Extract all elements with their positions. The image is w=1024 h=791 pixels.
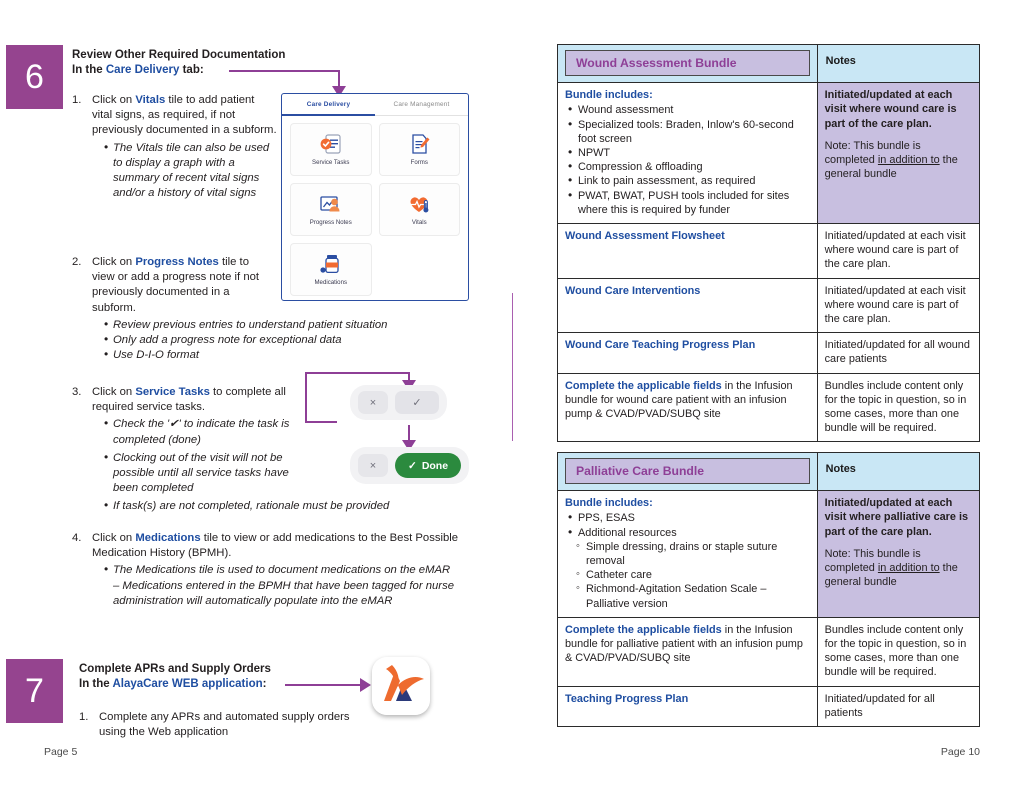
app-tab-bar bbox=[282, 94, 468, 116]
step-7-heading bbox=[79, 662, 379, 692]
step-7-title: Complete APRs and Supply Orders bbox=[79, 663, 271, 675]
list-item: • Compression & offloading bbox=[567, 160, 810, 174]
medications-link[interactable]: Medications bbox=[135, 532, 201, 544]
list-item: • The Vitals tile can also be used to display a graph with a summary of recent vital signs and/or a history of vital signs bbox=[104, 141, 277, 202]
wound-bundle-header-cell bbox=[558, 45, 818, 83]
task-reject-button[interactable]: × bbox=[358, 391, 388, 414]
page-number-right: Page 10 bbox=[940, 746, 980, 758]
item-7-1-number: 1. bbox=[79, 711, 89, 723]
palliative-bundle-note-cell bbox=[817, 491, 979, 618]
note-extra-pre: Note: This bundle is completed bbox=[824, 139, 921, 167]
list-item: • The Medications tile is used to document medications on the eMAR – Medications entered in the BPMH that have been tagged for nurse administration will automatically populate into the eMAR bbox=[104, 563, 454, 609]
service-tasks-link[interactable]: Service Tasks bbox=[135, 386, 210, 398]
note-extra-underline: in addition to bbox=[877, 562, 940, 575]
arrow-alayacare-line bbox=[285, 684, 362, 686]
step-7-badge: 7 bbox=[6, 659, 63, 723]
list-item: • PWAT, BWAT, PUSH tools included for sites where this is required by funder bbox=[567, 189, 810, 217]
tile-label: Vitals bbox=[411, 219, 427, 226]
item-2-body bbox=[92, 255, 272, 316]
table-row bbox=[558, 333, 980, 373]
step-6-subtitle-prefix: In the bbox=[72, 64, 106, 76]
chart-person-icon bbox=[318, 193, 344, 215]
wound-flowsheet-note: Initiated/updated at each visit where wound care is part of the care plan. bbox=[817, 224, 979, 279]
list-item: • Use D-I-O format bbox=[104, 348, 492, 363]
alayacare-logo bbox=[372, 657, 430, 715]
wound-assessment-bundle-table bbox=[557, 44, 980, 442]
wound-flowsheet-cell bbox=[558, 224, 818, 279]
item-4-body bbox=[92, 531, 492, 609]
item-3-number: 3. bbox=[72, 386, 82, 398]
wound-infusion-note: Bundles include content only for the topic in question, so in some cases, more than one bundle will be required. bbox=[817, 373, 979, 442]
heart-thermometer-icon bbox=[406, 193, 432, 215]
check-icon: ✓ bbox=[408, 459, 417, 472]
step-7-subtitle-suffix: : bbox=[262, 678, 267, 690]
bundle-includes-title: Bundle includes: bbox=[565, 497, 653, 510]
list-item: ◦ Simple dressing, drains or staple suture removal bbox=[575, 540, 810, 568]
item-1-sublist bbox=[92, 141, 277, 202]
table-row bbox=[558, 373, 980, 442]
list-item: • Link to pain assessment, as required bbox=[567, 174, 810, 188]
list-item: • Additional resources bbox=[567, 526, 810, 540]
progress-notes-link[interactable]: Progress Notes bbox=[135, 256, 219, 268]
care-delivery-app-panel bbox=[281, 93, 469, 301]
app-tile-grid bbox=[282, 116, 468, 303]
bundle-includes-title: Bundle includes: bbox=[565, 89, 653, 102]
row-title-bold: Complete the applicable fields bbox=[565, 623, 722, 636]
table-row bbox=[558, 686, 980, 726]
item-3-text-a: Click on bbox=[92, 386, 136, 398]
row-title: Wound Care Teaching Progress Plan bbox=[565, 339, 756, 352]
arrow-care-delivery-horizontal bbox=[229, 70, 340, 72]
palliative-bundle-title-chip: Palliative Care Bundle bbox=[565, 458, 810, 484]
item-4-text-a: Click on bbox=[92, 532, 136, 544]
service-task-buttons-done bbox=[350, 447, 469, 484]
wound-teaching-plan-note: Initiated/updated for all wound care patients bbox=[817, 333, 979, 373]
list-item: • Only add a progress note for exceptional data bbox=[104, 333, 492, 348]
item-4-number: 4. bbox=[72, 532, 82, 544]
table-header-row bbox=[558, 45, 980, 83]
note-extra-post: the general bundle bbox=[824, 562, 958, 589]
palliative-teaching-plan-cell bbox=[558, 686, 818, 726]
row-title-bold: Complete the applicable fields bbox=[565, 379, 722, 392]
tile-progress-notes[interactable] bbox=[290, 183, 372, 236]
wound-interventions-cell bbox=[558, 278, 818, 333]
item-7-1-body: Complete any APRs and automated supply orders using the Web application bbox=[99, 711, 350, 739]
wound-notes-header: Notes bbox=[817, 45, 979, 83]
bundle-includes-list bbox=[565, 511, 810, 539]
wound-bundle-title-chip: Wound Assessment Bundle bbox=[565, 50, 810, 76]
arrow-service-task-vertical bbox=[305, 372, 307, 423]
arrow-service-task-horizontal-low bbox=[307, 421, 337, 423]
list-item bbox=[72, 93, 277, 201]
page-number-left: Page 5 bbox=[44, 746, 78, 758]
table-row bbox=[558, 224, 980, 279]
pill-bottle-icon bbox=[318, 253, 344, 275]
item-2-sublist bbox=[92, 318, 492, 364]
item-2-number: 2. bbox=[72, 256, 82, 268]
table-row bbox=[558, 491, 980, 618]
list-item: • PPS, ESAS bbox=[567, 511, 810, 525]
center-divider bbox=[512, 293, 513, 441]
tile-medications[interactable] bbox=[290, 243, 372, 296]
bundle-includes-list bbox=[565, 103, 810, 217]
item-3-text-b: to complete all required service tasks. bbox=[92, 386, 286, 414]
palliative-infusion-cell bbox=[558, 617, 818, 686]
list-item bbox=[72, 385, 390, 515]
note-bold-text: Initiated/updated at each visit where palliative care is part of the care plan. bbox=[824, 497, 969, 538]
item-3-sublist bbox=[92, 417, 390, 514]
wound-teaching-plan-cell bbox=[558, 333, 818, 373]
list-item: • Specialized tools: Braden, Inlow's 60-second foot screen bbox=[567, 118, 810, 146]
palliative-notes-header: Notes bbox=[817, 453, 979, 491]
palliative-bundle-includes-cell bbox=[558, 491, 818, 618]
note-extra-underline: in addition to bbox=[877, 154, 940, 167]
item-1-text-a: Click on bbox=[92, 94, 136, 106]
care-delivery-link[interactable]: Care Delivery bbox=[105, 64, 180, 76]
vitals-link[interactable]: Vitals bbox=[135, 94, 166, 106]
list-item: • If task(s) are not completed, rationale must be provided bbox=[104, 499, 454, 514]
tile-label: Medications bbox=[314, 279, 348, 286]
tile-label: Progress Notes bbox=[309, 219, 352, 226]
item-1-text-b: tile to add patient vital signs, as required, if not previously documented in a subform. bbox=[92, 94, 277, 137]
list-item bbox=[79, 710, 379, 740]
item-2-text-b: tile to view or add a progress note if not previously documented in a subform. bbox=[92, 256, 260, 314]
row-title: Teaching Progress Plan bbox=[565, 692, 689, 705]
list-item: • Clocking out of the visit will not be possible until all service tasks have been completed bbox=[104, 451, 304, 497]
task-done-label: Done bbox=[421, 459, 449, 472]
list-item bbox=[72, 255, 272, 316]
row-title: Wound Care Interventions bbox=[565, 284, 701, 297]
list-item: • Check the '✔' to indicate the task is completed (done) bbox=[104, 417, 322, 447]
palliative-teaching-plan-note: Initiated/updated for all patients bbox=[817, 686, 979, 726]
note-extra-post: the general bundle bbox=[824, 154, 958, 181]
wound-bundle-includes-cell bbox=[558, 83, 818, 224]
item-4-sublist bbox=[92, 563, 492, 609]
item-4-text-b: tile to view or add medications to the Best Possible Medication History (BPMH). bbox=[92, 532, 459, 560]
table-row bbox=[558, 83, 980, 224]
row-title: Wound Assessment Flowsheet bbox=[565, 230, 725, 243]
bundle-includes-sublist bbox=[565, 540, 810, 611]
note-bold-text: Initiated/updated at each visit where wound care is part of the care plan. bbox=[824, 89, 957, 130]
list-item: • Wound assessment bbox=[567, 103, 810, 117]
table-row bbox=[558, 617, 980, 686]
tab-care-management[interactable]: Care Management bbox=[375, 94, 468, 116]
task-reject-button[interactable]: × bbox=[358, 454, 388, 477]
row-title-rest: in the Infusion bundle for wound care patient with an infusion pump & CVAD/PVAD/SUBQ site bbox=[565, 379, 793, 421]
note-extra-pre: Note: This bundle is completed bbox=[824, 547, 921, 575]
wound-interventions-note: Initiated/updated at each visit where wound care is part of the care plan. bbox=[817, 278, 979, 333]
item-1-body bbox=[92, 93, 277, 201]
table-header-row bbox=[558, 453, 980, 491]
step-6-heading bbox=[72, 48, 372, 78]
item-2-text-a: Click on bbox=[92, 256, 136, 268]
tab-care-delivery[interactable]: Care Delivery bbox=[282, 94, 375, 116]
list-item: • NPWT bbox=[567, 146, 810, 160]
clipboard-check-icon bbox=[318, 133, 344, 155]
list-item bbox=[72, 531, 492, 609]
step-6-title: Review Other Required Documentation bbox=[72, 49, 286, 61]
palliative-bundle-header-cell bbox=[558, 453, 818, 491]
step-6-badge: 6 bbox=[6, 45, 63, 109]
note-extra-text bbox=[825, 547, 972, 590]
wound-bundle-note-cell bbox=[817, 83, 979, 224]
document-pencil-icon bbox=[406, 133, 432, 155]
wound-infusion-cell bbox=[558, 373, 818, 442]
row-title-rest: in the Infusion bundle for palliative patient with an infusion pump & CVAD/PVAD/SUBQ site bbox=[565, 623, 803, 665]
item-1-number: 1. bbox=[72, 94, 82, 106]
list-item: ◦ Richmond-Agitation Sedation Scale – Palliative version bbox=[575, 582, 810, 610]
service-task-buttons-incomplete bbox=[350, 385, 447, 420]
tile-service-tasks[interactable] bbox=[290, 123, 372, 176]
alayacare-logo-icon bbox=[372, 657, 430, 715]
tile-label: Forms bbox=[410, 159, 428, 166]
list-item: • Review previous entries to understand patient situation bbox=[104, 318, 492, 333]
arrow-alayacare-head bbox=[360, 678, 371, 692]
list-item: ◦ Catheter care bbox=[575, 568, 810, 582]
tile-vitals[interactable] bbox=[379, 183, 461, 236]
palliative-care-bundle-table bbox=[557, 452, 980, 727]
item-3-body bbox=[92, 385, 390, 515]
tile-forms[interactable] bbox=[379, 123, 461, 176]
task-done-button[interactable] bbox=[395, 453, 461, 478]
step-7-subtitle-prefix: In the bbox=[79, 678, 113, 690]
palliative-infusion-note: Bundles include content only for the topic in question, so in some cases, more than one bundle will be required. bbox=[817, 617, 979, 686]
tile-label: Service Tasks bbox=[312, 159, 350, 166]
arrow-service-task-horizontal-top bbox=[305, 372, 410, 374]
table-row bbox=[558, 278, 980, 333]
step-6-subtitle-suffix: tab: bbox=[179, 64, 204, 76]
task-check-button[interactable]: ✓ bbox=[395, 391, 439, 414]
alayacare-web-link[interactable]: AlayaCare WEB application bbox=[112, 678, 263, 690]
note-extra-text bbox=[825, 139, 972, 182]
